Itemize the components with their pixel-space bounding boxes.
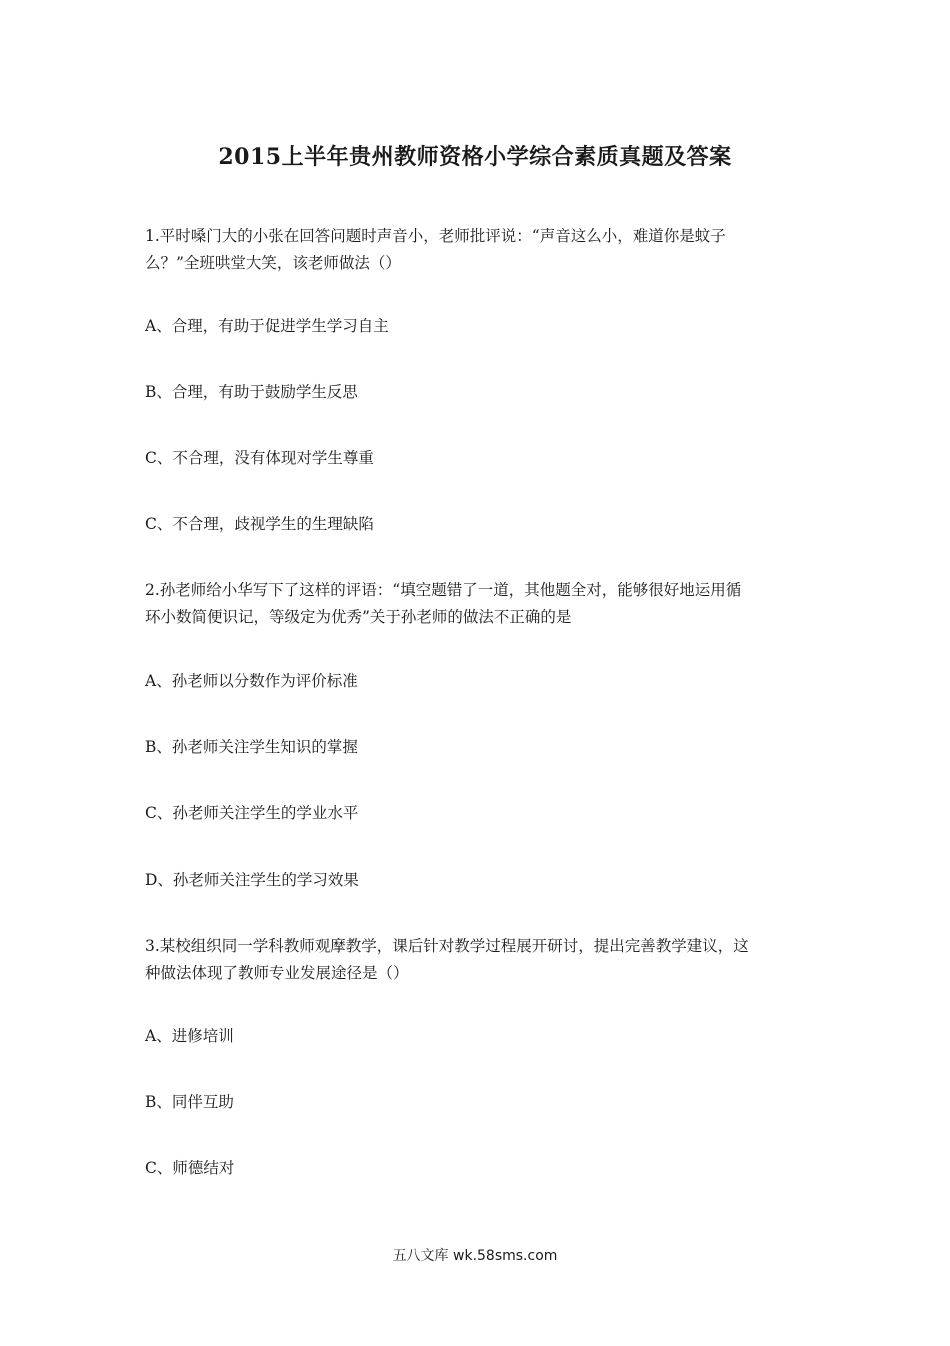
question-2-option-b: B、孙老师关注学生知识的掌握 <box>145 738 358 756</box>
question-2-option-d: D、孙老师关注学生的学习效果 <box>145 871 359 889</box>
question-3-option-b: B、同伴互助 <box>145 1093 234 1111</box>
question-1-option-d: C、不合理，歧视学生的生理缺陷 <box>145 515 374 533</box>
question-2-option-a: A、孙老师以分数作为评价标准 <box>145 672 358 690</box>
question-3-stem-line-1: 3.某校组织同一学科教师观摩教学，课后针对教学过程展开研讨，提出完善教学建议，这 <box>145 937 749 955</box>
question-2-stem-line-1: 2.孙老师给小华写下了这样的评语：“填空题错了一道，其他题全对，能够很好地运用循 <box>145 581 742 599</box>
question-3-option-a: A、进修培训 <box>145 1027 234 1045</box>
page-footer: 五八文库 wk.58sms.com <box>392 1248 558 1264</box>
question-1-option-a: A、合理，有助于促进学生学习自主 <box>145 317 389 335</box>
question-2-option-c: C、孙老师关注学生的学业水平 <box>145 804 359 822</box>
question-1-stem-line-2: 么？”全班哄堂大笑，该老师做法（） <box>145 254 401 272</box>
question-1-option-c: C、不合理，没有体现对学生尊重 <box>145 449 374 467</box>
question-3-stem-line-2: 种做法体现了教师专业发展途径是（） <box>145 964 409 982</box>
question-1-option-b: B、合理，有助于鼓励学生反思 <box>145 383 358 401</box>
question-3-option-c: C、师德结对 <box>145 1159 235 1177</box>
question-1-stem-line-1: 1.平时嗓门大的小张在回答问题时声音小，老师批评说：“声音这么小，难道你是蚊子 <box>145 227 726 245</box>
question-2-stem-line-2: 环小数简便识记，等级定为优秀”关于孙老师的做法不正确的是 <box>145 608 572 626</box>
document-title: 2015上半年贵州教师资格小学综合素质真题及答案 <box>218 144 732 170</box>
